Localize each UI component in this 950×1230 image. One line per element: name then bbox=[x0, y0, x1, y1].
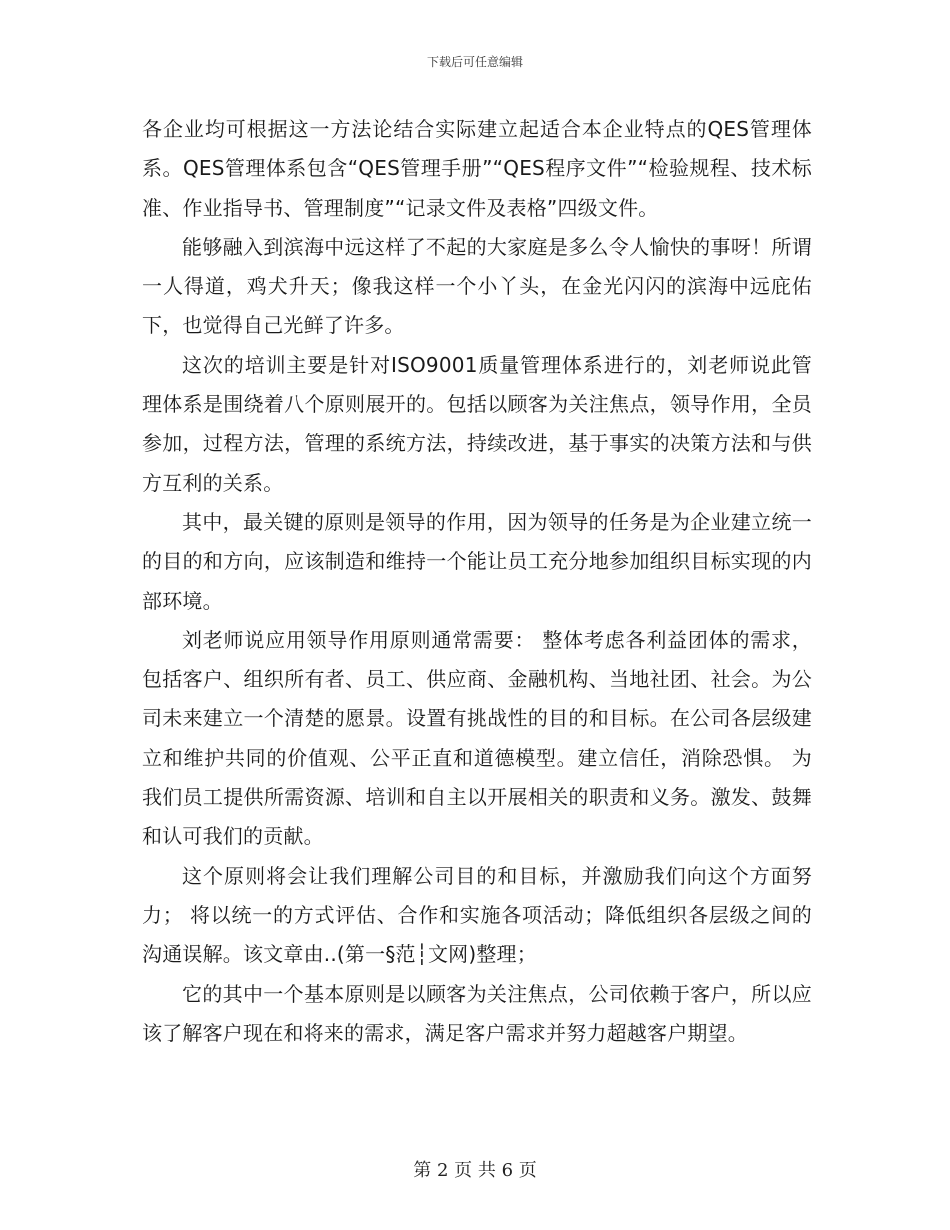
paragraph: 这次的培训主要是针对ISO9001质量管理体系进行的，刘老师说此管理体系是围绕着八个原则展开的。包括以顾客为关注焦点，领导作用，全员参加，过程方法，管理的系统方法，持续改进，基于事实的决策方法和与供方互利的关系。 bbox=[142, 352, 812, 495]
page-number: 第 2 页 共 6 页 bbox=[413, 1160, 537, 1181]
paragraph: 能够融入到滨海中远这样了不起的大家庭是多么令人愉快的事呀！所谓一人得道，鸡犬升天；像我这样一个小丫头，在金光闪闪的滨海中远庇佑下，也觉得自己光鲜了许多。 bbox=[142, 234, 812, 338]
paragraph: 刘老师说应用领导作用原则通常需要： 整体考虑各利益团体的需求，包括客户、组织所有者、员工、供应商、金融机构、当地社团、社会。为公司未来建立一个清楚的愿景。设置有挑战性的目的和目标。在公司各层级建立和维护共同的价值观、公平正直和道德模型。建立信任，消除恐惧。 为我们员工提供所需资源、培训和自主以开展相关的职责和义务。激发、鼓舞和认可我们的贡献。 bbox=[142, 627, 812, 849]
document-body bbox=[142, 110, 812, 1053]
header-note: 下载后可任意编辑 bbox=[426, 55, 523, 69]
paragraph: 这个原则将会让我们理解公司目的和目标，并激励我们向这个方面努力； 将以统一的方式评估、合作和实施各项活动；降低组织各层级之间的沟通误解。该文章由..(第一§范┆文网)整理； bbox=[142, 863, 812, 967]
paragraph: 各企业均可根据这一方法论结合实际建立起适合本企业特点的QES管理体系。QES管理体系包含“QES管理手册”“QES程序文件”“检验规程、技术标准、作业指导书、管理制度”“记录文件及表格”四级文件。 bbox=[142, 117, 812, 220]
paragraph: 其中，最关键的原则是领导的作用，因为领导的任务是为企业建立统一的目的和方向，应该制造和维持一个能让员工充分地参加组织目标实现的内部环境。 bbox=[142, 509, 812, 613]
paragraph: 它的其中一个基本原则是以顾客为关注焦点，公司依赖于客户，所以应该了解客户现在和将来的需求，满足客户需求并努力超越客户期望。 bbox=[142, 981, 812, 1045]
